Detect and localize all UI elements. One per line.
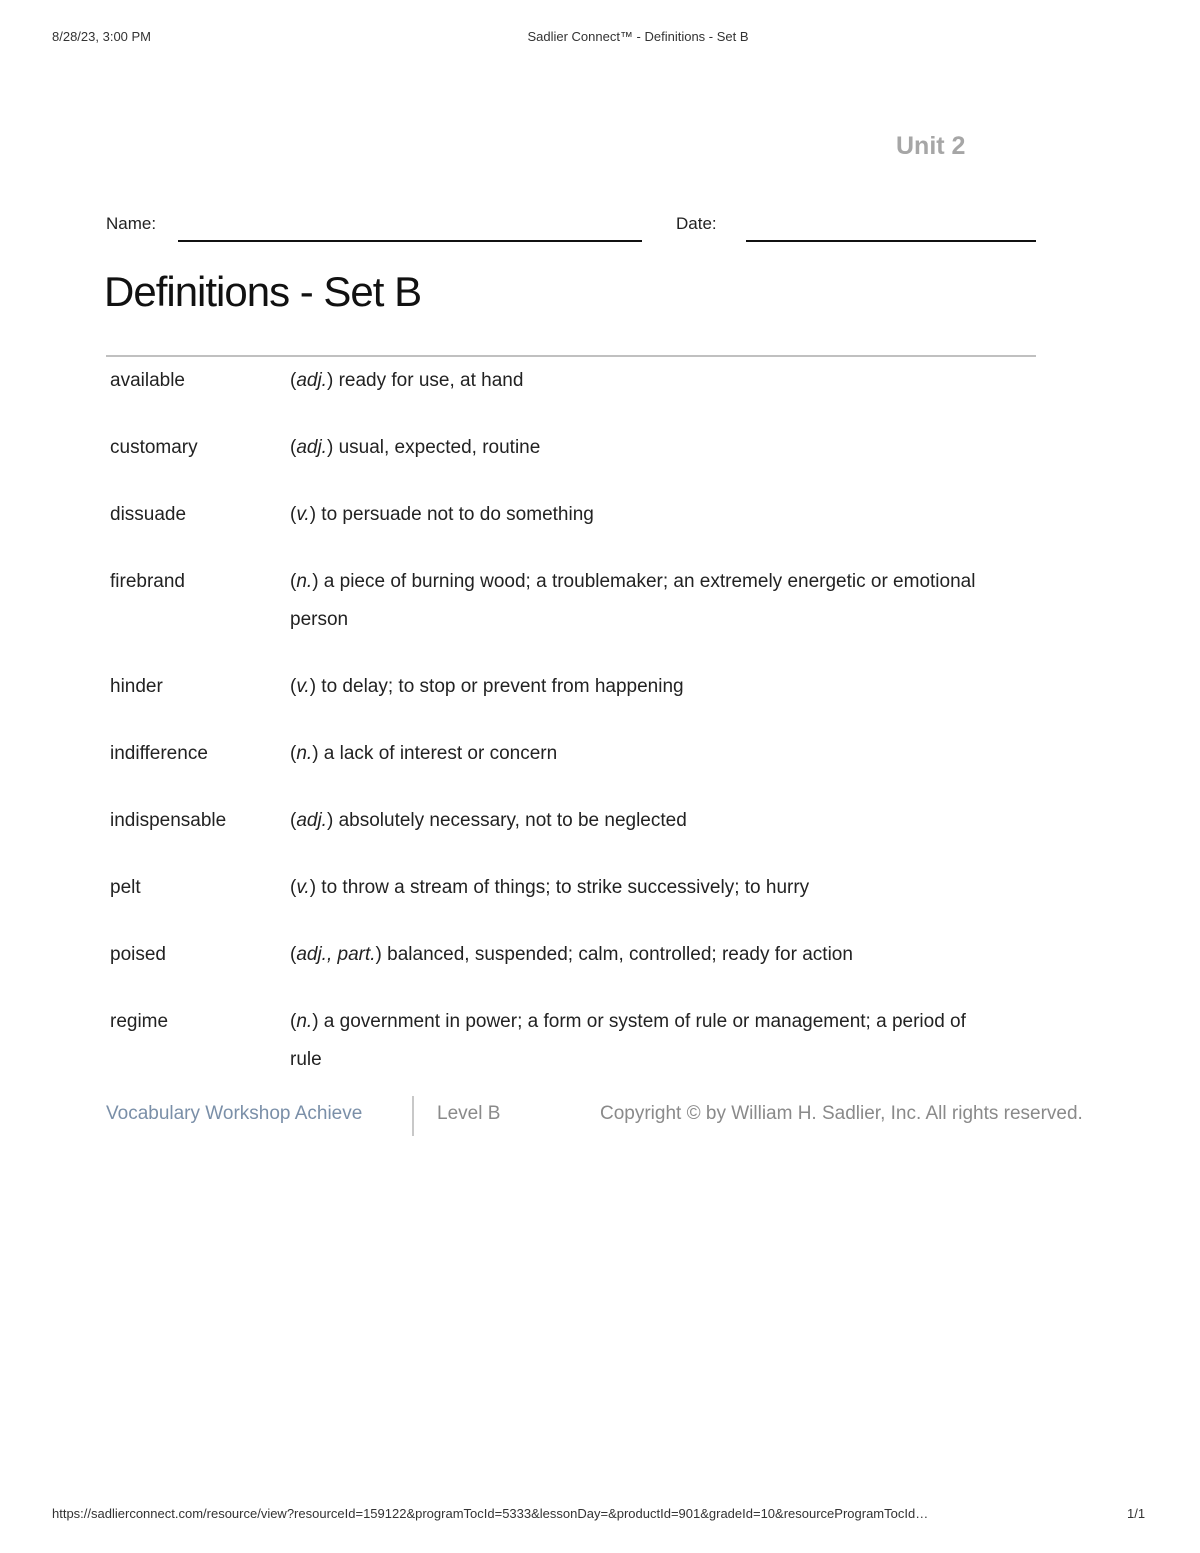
print-page-title: Sadlier Connect™ - Definitions - Set B	[527, 29, 749, 44]
document-footer	[106, 1096, 1106, 1138]
definition-meaning: absolutely necessary, not to be neglected	[333, 810, 687, 831]
definition-row	[110, 668, 1010, 706]
part-of-speech: v.	[296, 504, 310, 525]
vocab-word: dissuade	[110, 504, 187, 525]
name-label: Name:	[106, 214, 157, 233]
title-divider	[106, 355, 1036, 357]
unit-label: Unit 2	[896, 132, 966, 160]
part-of-speech: n.	[296, 1011, 313, 1032]
definition-meaning: a lack of interest or concern	[318, 743, 558, 764]
vocab-word: firebrand	[110, 571, 185, 592]
definition-row	[110, 936, 1010, 974]
definition-row	[110, 1003, 1010, 1079]
definition-text: (n.) a lack of interest or concern	[290, 743, 558, 764]
part-of-speech: v.	[296, 676, 310, 697]
vocab-word: poised	[110, 944, 166, 965]
definition-row	[110, 496, 1010, 534]
definition-text: (adj.) absolutely necessary, not to be neglected	[290, 810, 687, 831]
print-footer	[0, 1506, 1200, 1526]
definition-meaning: a piece of burning wood; a troublemaker; an extremely energetic or emotional person	[290, 571, 976, 630]
definition-row	[110, 429, 1010, 467]
copyright-notice: Copyright © by William H. Sadlier, Inc. All rights reserved.	[600, 1103, 1083, 1124]
definition-text: (adj., part.) balanced, suspended; calm, controlled; ready for action	[290, 944, 853, 965]
definition-meaning: to throw a stream of things; to strike successively; to hurry	[316, 877, 810, 898]
definition-text: (adj.) ready for use, at hand	[290, 370, 524, 391]
page-url: https://sadlierconnect.com/resource/view?resourceId=159122&programTocId=5333&lessonDay=&productId=901&gradeId=10&resourceProgramTocId…	[52, 1506, 929, 1521]
part-of-speech: adj., part.	[296, 944, 376, 965]
page-title: Definitions - Set B	[104, 268, 422, 315]
definition-text: (v.) to delay; to stop or prevent from happening	[290, 676, 684, 697]
definition-meaning: usual, expected, routine	[333, 437, 541, 458]
definition-meaning: a government in power; a form or system of rule or management; a period of rule	[290, 1011, 966, 1070]
part-of-speech: adj.	[296, 437, 327, 458]
part-of-speech: adj.	[296, 810, 327, 831]
page-number: 1/1	[1127, 1506, 1146, 1521]
definition-text: (n.) a government in power; a form or system of rule or management; a period of rule	[290, 1011, 966, 1070]
vocab-word: indifference	[110, 743, 208, 764]
print-datetime: 8/28/23, 3:00 PM	[52, 29, 152, 44]
vocab-word: pelt	[110, 877, 141, 898]
definitions-list	[110, 362, 1010, 1108]
vocab-word: hinder	[110, 676, 163, 697]
footer-divider	[412, 1096, 414, 1136]
definition-text: (v.) to persuade not to do something	[290, 504, 594, 525]
definition-meaning: balanced, suspended; calm, controlled; ready for action	[381, 944, 853, 965]
definition-meaning: to persuade not to do something	[316, 504, 594, 525]
definition-row	[110, 869, 1010, 907]
definition-text: (n.) a piece of burning wood; a troublemaker; an extremely energetic or emotional person	[290, 571, 976, 630]
part-of-speech: adj.	[296, 370, 327, 391]
vocab-word: customary	[110, 437, 198, 458]
definition-row	[110, 802, 1010, 840]
part-of-speech: n.	[296, 571, 313, 592]
part-of-speech: n.	[296, 743, 313, 764]
name-field-line[interactable]	[178, 240, 642, 242]
definition-text: (v.) to throw a stream of things; to strike successively; to hurry	[290, 877, 810, 898]
definition-meaning: ready for use, at hand	[333, 370, 524, 391]
vocab-word: indispensable	[110, 810, 227, 831]
date-label: Date:	[676, 214, 717, 233]
vocab-word: regime	[110, 1011, 169, 1032]
level-label: Level B	[437, 1103, 501, 1124]
date-field-line[interactable]	[746, 240, 1036, 242]
definition-row	[110, 362, 1010, 400]
series-name: Vocabulary Workshop Achieve	[106, 1103, 363, 1124]
definition-meaning: to delay; to stop or prevent from happening	[316, 676, 684, 697]
definition-row	[110, 563, 1010, 639]
name-date-row	[106, 212, 1036, 246]
vocab-word: available	[110, 370, 185, 391]
print-header	[0, 29, 1200, 49]
definition-row	[110, 735, 1010, 773]
part-of-speech: v.	[296, 877, 310, 898]
definition-text: (adj.) usual, expected, routine	[290, 437, 541, 458]
